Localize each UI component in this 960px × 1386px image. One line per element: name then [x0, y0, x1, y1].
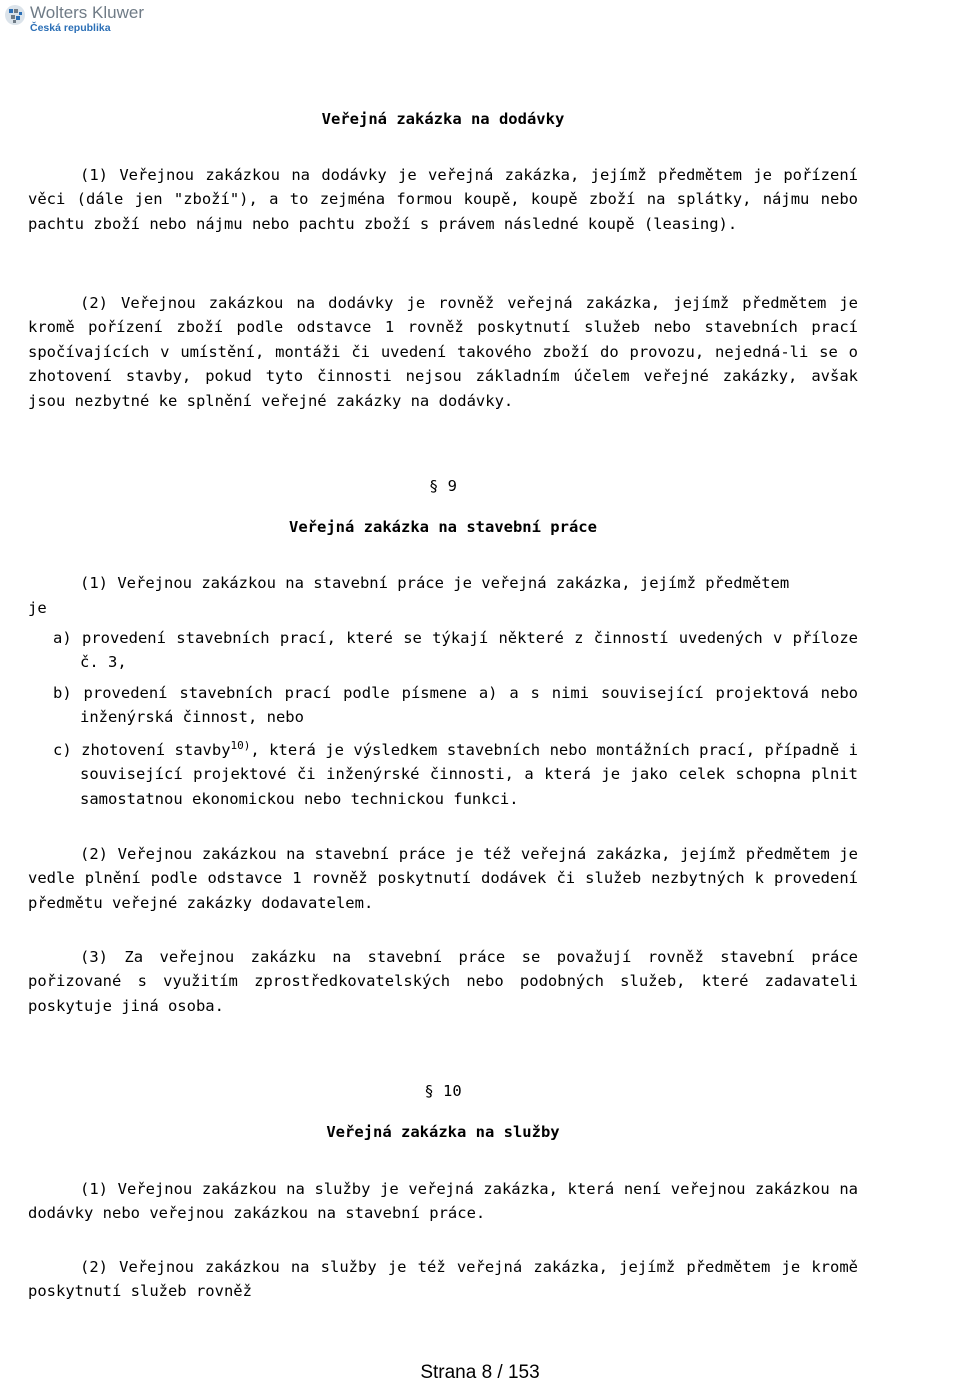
footnote-reference: 10): [230, 738, 251, 752]
section-10-mark: § 10: [424, 1082, 462, 1100]
item-c-text-start: c) zhotovení stavby: [53, 741, 231, 759]
section-9-item-b: b) provedení stavebních prací podle písmene a) a s nimi související projektová nebo inženýrská činnost, nebo: [53, 684, 858, 727]
section-9-paragraph-1-intro: (1) Veřejnou zakázkou na stavební práce je veřejná zakázka, jejímž předmětem: [80, 574, 790, 592]
section-10-paragraph-1: (1) Veřejnou zakázkou na služby je veřejná zakázka, která není veřejnou zakázkou na dodávky nebo veřejnou zakázkou na stavební práce.: [28, 1180, 858, 1223]
section-9-mark: § 9: [429, 477, 457, 495]
section-10-paragraph-2: (2) Veřejnou zakázkou na služby je též veřejná zakázka, jejímž předmětem je kromě poskytnutí služeb rovněž: [28, 1258, 858, 1301]
section-9-heading: Veřejná zakázka na stavební práce: [289, 518, 597, 536]
section-9-paragraph-2: (2) Veřejnou zakázkou na stavební práce je též veřejná zakázka, jejímž předmětem je vedle plnění podle odstavce 1 rovněž poskytnutí dodávek či služeb nezbytných k provedení předmětu veřejné zakázky dodavatelem.: [28, 845, 858, 912]
section-9-paragraph-3: (3) Za veřejnou zakázku na stavební práce se považují rovněž stavební práce pořizované s využitím zprostředkovatelských nebo podobných služeb, které zadavateli poskytuje jiná osoba.: [28, 948, 858, 1015]
logo-name: Wolters Kluwer: [30, 3, 144, 22]
section-9-paragraph-1-continuation: je: [28, 599, 47, 617]
section-8-heading: Veřejná zakázka na dodávky: [321, 110, 565, 128]
section-8-paragraph-1: (1) Veřejnou zakázkou na dodávky je veřejná zakázka, jejímž předmětem je pořízení věci (dále jen "zboží"), a to zejména formou koupě, koupě zboží na splátky, nájmu nebo pachtu zboží nebo nájmu nebo pachtu zboží s právem následné koupě (leasing).: [28, 166, 858, 233]
page-number: Strana 8 / 153: [420, 1362, 540, 1383]
item-c-text-end: , která je výsledkem stavebních nebo montážních prací, případně i související projektové či inženýrské činnosti, a která je jako celek schopna plnit samostatnou ekonomickou nebo technickou funkci.: [80, 741, 858, 808]
logo-mark-icon: [4, 4, 26, 26]
section-9-item-c: [53, 738, 858, 811]
section-9-item-a: a) provedení stavebních prací, které se týkají některé z činností uvedených v příloze č. 3,: [53, 629, 858, 672]
section-8-paragraph-2: (2) Veřejnou zakázkou na dodávky je rovněž veřejná zakázka, jejímž předmětem je kromě pořízení zboží podle odstavce 1 rovněž poskytnutí služeb nebo stavebních prací spočívajících v umístění, montáži či uvedení takového zboží do provozu, nejedná-li se o zhotovení stavby, pokud tyto činnosti nejsou základním účelem veřejné zakázky, avšak jsou nezbytné ke splnění veřejné zakázky na dodávky.: [28, 294, 858, 410]
company-logo: [4, 4, 144, 34]
logo-subtitle: Česká republika: [30, 22, 111, 34]
section-10-heading: Veřejná zakázka na služby: [326, 1123, 560, 1141]
